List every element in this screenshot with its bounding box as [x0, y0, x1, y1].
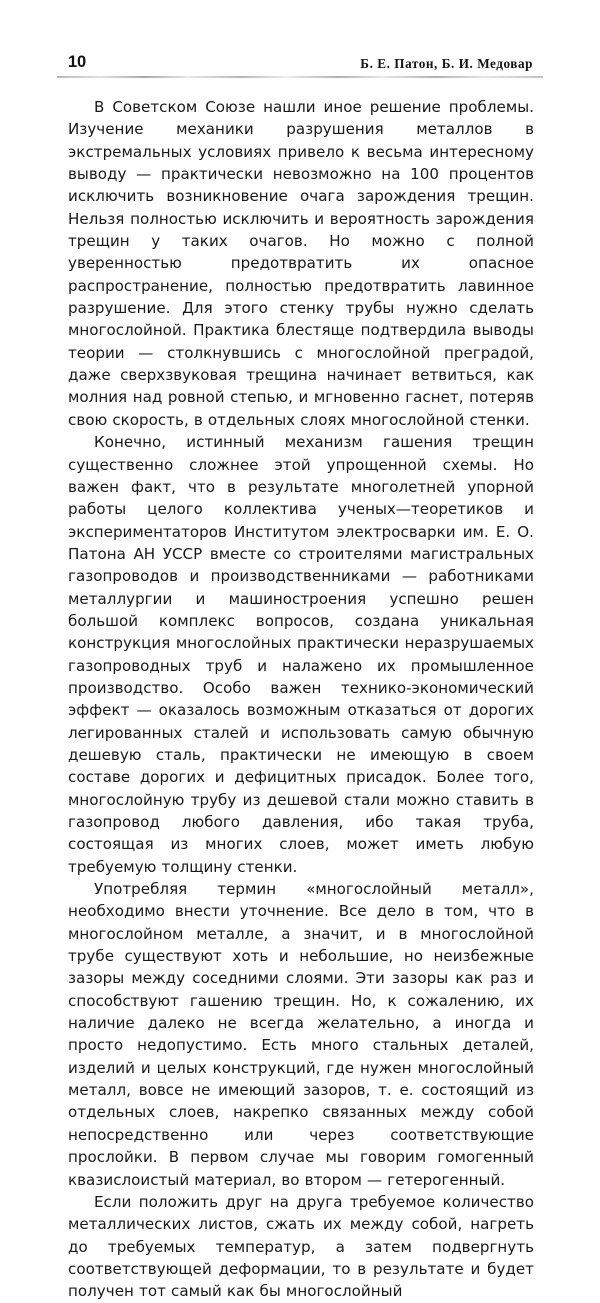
paragraph: Конечно, истинный механизм гашения трещин существенно сложнее этой упрощенной схемы. Но важен факт, что в результате многолетней упорной работы целого коллектива ученых—теоретиков и экспериментаторов Институтом электросварки им. Е. О. Патона АН УССР вместе со строителями магистральных газопроводов и производственниками — работниками металлургии и машиностроения успешно решен большой комплекс вопросов, создана уникальная конструкция многослойных практически неразрушаемых газопроводных труб и налажено их промышленное производство. Особо важен технико-экономический эффект — оказалось возможным отказаться от дорогих легированных сталей и использовать самую обычную дешевую сталь, практически не имеющую в своем составе дорогих и дефицитных присадок. Более того, многослойную трубу из дешевой стали можно ставить в газопровод любого давления, ибо такая труба, состоящая из многих слоев, может иметь любую требуемую толщину стенки. [68, 433, 534, 876]
page-number: 10 [68, 52, 86, 71]
running-head [68, 48, 533, 70]
body-text-block [68, 96, 534, 1303]
paragraph: Если положить друг на друга требуемое количество металлических листов, сжать их между собой, нагреть до требуемых температур, а затем подвергнуть соответствующей деформации, то в результате и будет получен тот самый как бы многослойный [68, 1192, 534, 1301]
running-head-authors: Б. Е. Патон, Б. И. Медовар [360, 55, 533, 71]
header-divider-rule [57, 76, 543, 78]
paragraph: Употребляя термин «многослойный металл», необходимо внести уточнение. Все дело в том, что в многослойном металле, а значит, и в многослойной трубе существуют хоть и небольшие, но неизбежные зазоры между соседними слоями. Эти зазоры как раз и способствуют гашению трещин. Но, к сожалению, их наличие далеко не всегда желательно, а иногда и просто недопустимо. Есть много стальных деталей, изделий и целых конструкций, где нужен многослойный металл, вовсе не имеющий зазоров, т. е. состоящий из отдельных слоев, накрепко связанных между собой непосредственно или через соответствующие прослойки. В первом случае мы говорим гомогенный квазислоистый материал, во втором — гетерогенный. [68, 880, 534, 1189]
paragraph: В Советском Союзе нашли иное решение проблемы. Изучение механики разрушения металлов в экстремальных условиях привело к весьма интересному выводу — практически невозможно на 100 процентов исключить возникновение очага зарождения трещин. Нельзя полностью исключить и вероятность зарождения трещин у таких очагов. Но можно с полной уверенностью предотвратить их опасное распространение, полностью предотвратить лавинное разрушение. Для этого стенку трубы нужно сделать многослойной. Практика блестяще подтвердила выводы теории — столкнувшись с многослойной преградой, даже сверхзвуковая трещина начинает ветвиться, как молния над ровной степью, и мгновенно гаснет, потеряв свою скорость, в отдельных слоях многослойной стенки. [68, 98, 534, 429]
